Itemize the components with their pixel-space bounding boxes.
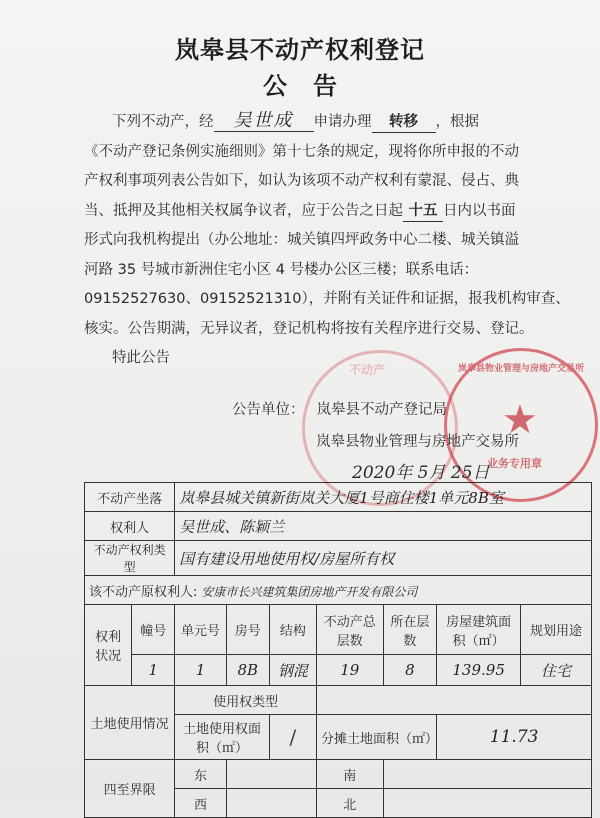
use-type-label: 使用权类型 [175,686,317,715]
north-label: 北 [316,789,383,818]
notice-line-8: 核实。公告期满，无异议者，登记机构将按有关程序进行交易、登记。 [84,320,534,337]
col-unit: 单元号 [175,605,227,655]
table-row [85,686,592,715]
east-label: 东 [175,760,227,789]
notice-line-2: 《不动产登记条例实施细则》第十七条的规定，现将你所申报的不动 [84,143,519,160]
status-label: 权利状况 [85,605,132,686]
boundary-label: 四至界限 [85,760,175,818]
col-floor-area: 房屋建筑面积（㎡） [437,605,521,655]
west-label: 西 [175,789,227,818]
star-icon: ★ [502,397,538,443]
north-value [383,789,591,818]
original-holder: 该不动产原权利人: 安康市长兴建筑集团房地产开发有限公司 [85,576,592,605]
value-total-floors: 19 [316,655,383,686]
south-value [383,760,591,789]
holder-value: 吴世成、陈颖兰 [175,512,592,541]
right-type-value: 国有建设用地使用权/房屋所有权 [175,541,592,576]
notice-line-1: 下列不动产，经 吴世成 申请办理 转移 ，根据 [112,110,479,131]
south-label: 南 [316,760,383,789]
land-area-label: 土地使用权面积（㎡） [175,715,270,760]
notice-line-4: 当、抵押及其他相关权属争议者，应于公告之日起 十五 日内以书面 [84,197,528,227]
property-table [84,482,592,818]
value-structure: 钢混 [269,655,316,686]
publisher-line-2: 岚皋县物业管理与房地产交易所 [316,434,519,450]
east-value [226,760,316,789]
value-building: 1 [132,655,175,686]
col-room: 房号 [226,605,269,655]
notice-body [84,108,570,374]
location-label: 不动产坐落 [85,483,175,512]
registration-seal: 不动产 [302,350,458,506]
original-holder-value: 安康市长兴建筑集团房地产开发有限公司 [201,584,418,599]
land-label: 土地使用情况 [85,686,175,760]
table-row [85,541,592,576]
table-row [85,760,592,789]
value-floor-area: 139.95 [437,655,521,686]
notice-line-6: 河路 35 号城市新洲住宅小区 4 号楼办公区三楼；联系电话： [84,261,479,278]
col-structure: 结构 [269,605,316,655]
value-floor: 8 [383,655,437,686]
col-total-floors: 不动产总层数 [316,605,383,655]
table-row [85,483,592,512]
col-floor: 所在层数 [383,605,437,655]
applicant-name: 吴世成 [214,111,314,132]
value-unit: 1 [175,655,227,686]
col-building: 幢号 [132,605,175,655]
value-use: 住宅 [521,655,592,686]
trading-office-seal: 岚皋县物业管理与房地产交易所 ★ 业务专用章 [444,348,598,502]
table-row [85,576,592,605]
shared-area-value: 11.73 [437,715,592,760]
notice-date: 2020年 5月 25日 [352,463,490,483]
use-type-value [316,686,591,715]
value-room: 8B [226,655,269,686]
right-type-label: 不动产权利类型 [85,541,175,576]
notice-line-5: 形式向我机构提出（办公地址：城关镇四坪政务中心二楼、城关镇溢 [84,232,519,248]
shared-area-label: 分摊土地面积（㎡） [316,715,436,760]
business-type: 转移 [372,112,436,133]
table-row [85,605,592,655]
table-row [85,655,592,686]
location-value: 岚皋县城关镇新街岚关大厦1号商住楼1单元8B室 [175,483,592,512]
land-area-value: / [269,715,316,760]
page-subtitle: 公告 [263,72,363,100]
table-row [85,512,592,541]
notice-line-3: 产权利事项列表公告如下，如认为该项不动产权利有蒙混、侵占、典 [84,173,519,189]
holder-label: 权利人 [85,512,175,541]
west-value [226,789,316,818]
page-title: 岚皋县不动产权利登记 [175,36,425,64]
col-use: 规划用途 [521,605,592,655]
notice-line-7: 09152527630、09152521310），并附有关证件和证据，报我机构审查、 [84,291,570,307]
objection-days: 十五 [403,201,443,222]
special-notice: 特此公告 [112,350,170,366]
publisher-line-1: 公告单位： 岚皋县不动产登记局 [232,402,447,418]
